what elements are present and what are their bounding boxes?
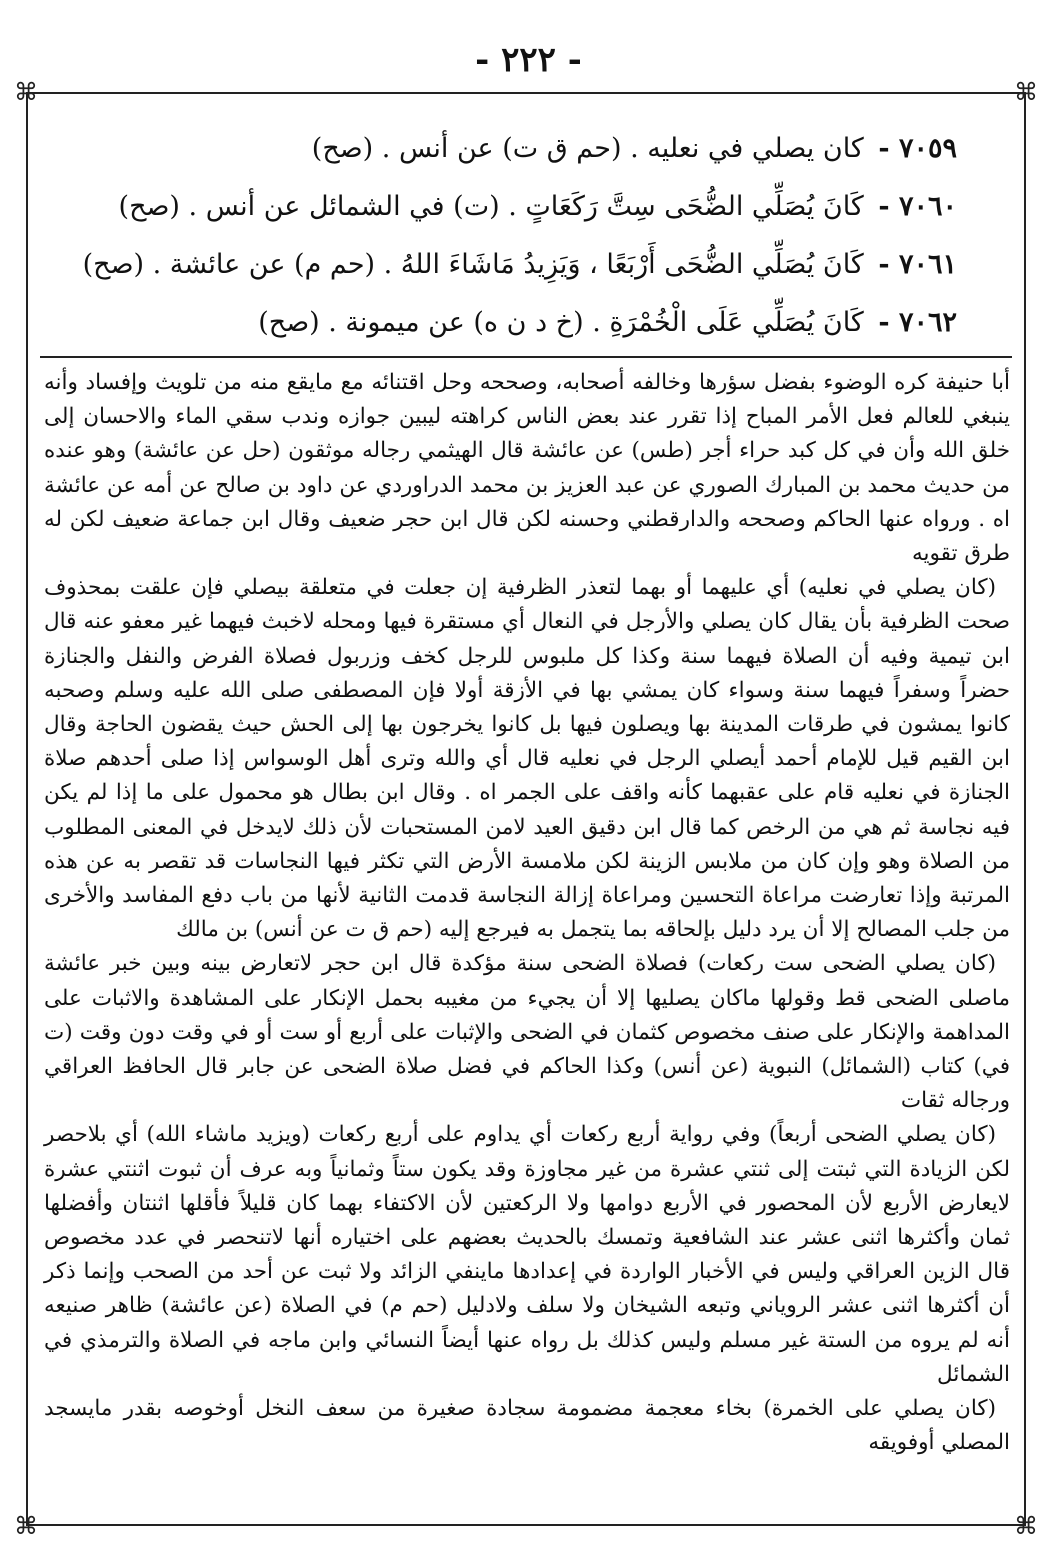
hadith-number: ٧٠٦٠ - — [878, 191, 957, 222]
commentary-paragraph: (كان يصلي الضحى ست ركعات) فصلاة الضحى سنة مؤكدة قال ابن حجر لاتعارض بينه وبين خبر عائشة ماصلى الضحى قط وقولها ماكان يصليها إلا أن يجيء من مغيبه بحمل الإنكار على المشاهدة والاثبات على المداهمة والإنكار على صنف مخصوص كثمان في الضحى والإثبات على أربع أو ست أو في وقت دون وقت (ت في) كتاب (الشمائل) النبوية (عن أنس) وكذا الحاكم في فضل صلاة الضحى عن جابر قال الحافظ العراقي ورجاله ثقات — [44, 951, 1010, 1114]
hadith-entry — [157, 120, 957, 178]
hadith-number: ٧٠٦١ - — [878, 249, 957, 280]
hadith-text: كَانَ يُصَلِّي الضُّحَى أَرْبَعًا ، وَيَزِيدُ مَاشَاءَ اللهُ . (حم م) عن عائشة . (صح) — [82, 249, 864, 280]
commentary-body — [44, 366, 1010, 1461]
hadith-entry — [118, 178, 957, 236]
corner-ornament-icon: ⌘ — [14, 1512, 38, 1540]
hadith-entry — [157, 294, 957, 352]
hadith-number: ٧٠٥٩ - — [878, 133, 957, 164]
hadith-number: ٧٠٦٢ - — [878, 307, 957, 338]
section-divider — [40, 356, 1012, 358]
page-number: - ٢٢٢ - — [475, 40, 582, 80]
commentary-paragraph: (كان يصلي الضحى أربعاً) وفي رواية أربع ركعات أي يداوم على أربع ركعات (ويزيد ماشاء الله) أي بلاحصر لكن الزيادة التي ثبتت إلى ثنتي عشرة من غير مجاوزة وقد يكون ستاً وثمانياً وبه عرف أن ثبوت اثنتي عشرة لايعارض الأربع لأن المحصور في الأربع دوامها ولا الركعتين لأن الاكتفاء بهما كان قليلاً فأقلها اثنتان وأفضلها ثمان وأكثرها اثنى عشر عند الشافعية وتمسك بالحديث بعضهم على اختياره أنها لاتنحصر في عدد مخصوص قال الزين العراقي وليس في الأخبار الواردة في إعدادها ماينفي الزائد ولا ثبت عن أحد من الصحب وإنما ذكر أن أكثرها اثنى عشر الروياني وتبعه الشيخان ولا سلف ولادليل (حم م) في الصلاة (عن عائشة) ظاهر صنيعه أنه لم يروه من الستة غير مسلم وليس كذلك بل رواه عنها أيضاً النسائي وابن ماجه في الصلاة والترمذي في الشمائل — [44, 1122, 1010, 1387]
hadith-text: كَانَ يُصَلِّي عَلَى الْخُمْرَةِ . (خ د ن ه) عن ميمونة . (صح) — [258, 307, 864, 338]
hadith-list — [82, 120, 957, 352]
hadith-entry — [82, 236, 957, 294]
hadith-text: كان يصلي في نعليه . (حم ق ت) عن أنس . (صح) — [311, 133, 864, 164]
commentary-paragraph: (كان يصلي على الخمرة) بخاء معجمة مضمومة سجادة صغيرة من سعف النخل أوخوصه بقدر مايسجد المصلي أوفويقه — [44, 1396, 1010, 1456]
hadith-text: كَانَ يُصَلِّي الضُّحَى سِتَّ رَكَعَاتٍ . (ت) في الشمائل عن أنس . (صح) — [118, 191, 864, 222]
commentary-paragraph: أبا حنيفة كره الوضوء بفضل سؤرها وخالفه أصحابه، وصححه وحل اقتنائه مع مايقع منه من تلويث وإفساد وأنه ينبغي للعالم فعل الأمر المباح إذا تقرر عند بعض الناس كراهته ليبين جوازه وندب سقي الماء والاحسان إلى خلق الله وأن في كل كبد حراء أجر (طس) عن عائشة قال الهيثمي رجاله موثقون (حل عن عائشة) وهو عنده من حديث محمد بن المبارك الصوري عن عبد العزيز بن محمد الدراوردي عن داود بن صالح عن أمه عن عائشة اه . ورواه عنها الحاكم وصححه والدارقطني وحسنه لكن قال ابن حجر ضعيف وقال ابن جماعة ضعيف لكن له طرق تقويه — [44, 370, 1010, 567]
corner-ornament-icon: ⌘ — [1014, 78, 1038, 106]
corner-ornament-icon: ⌘ — [1014, 1512, 1038, 1540]
commentary-paragraph: (كان يصلي في نعليه) أي عليهما أو بهما لتعذر الظرفية إن جعلت في متعلقة بيصلي فإن علقت بمحذوف صحت الظرفية بأن يقال كان يصلي والأرجل في النعال أي مستقرة فيها ومحله لاخبث فيهما غير معفو عنه قال ابن تيمية وفيه أن الصلاة فيهما سنة وكذا كل ملبوس للرجل كخف وزربول فصلاة الفرض والنفل والجنازة حضراً وسفراً فيهما سنة وسواء كان يمشي بها في الأزقة أولا فإن المصطفى صلى الله عليه وسلم وصحبه كانوا يمشون في طرقات المدينة بها ويصلون فيها بل كانوا يخرجون بها إلى الحش حيث يقضون الحاجة وقال ابن القيم قيل للإمام أحمد أيصلي الرجل في نعليه قال أي والله وترى أهل الوسواس إذا صلى أحدهم صلاة الجنازة في نعليه قام على عقبهما كأنه واقف على الجمر اه . وقال ابن بطال هو محمول على ما إذا لم يكن فيه نجاسة ثم هي من الرخص كما قال ابن دقيق العيد لامن المستحبات لأن ذلك لايدخل في المعنى المطلوب من الصلاة وهو وإن كان من ملابس الزينة لكن ملامسة الأرض التي تكثر فيها النجاسات قد تقصر به عن هذه المرتبة وإذا تعارضت مراعاة التحسين ومراعاة إزالة النجاسة قدمت الثانية لأنها من باب دفع المفاسد والأخرى من جلب المصالح إلا أن يرد دليل بإلحاقه بما يتجمل به فيرجع إليه (حم ق ت عن أنس) بن مالك — [44, 575, 1010, 943]
corner-ornament-icon: ⌘ — [14, 78, 38, 106]
